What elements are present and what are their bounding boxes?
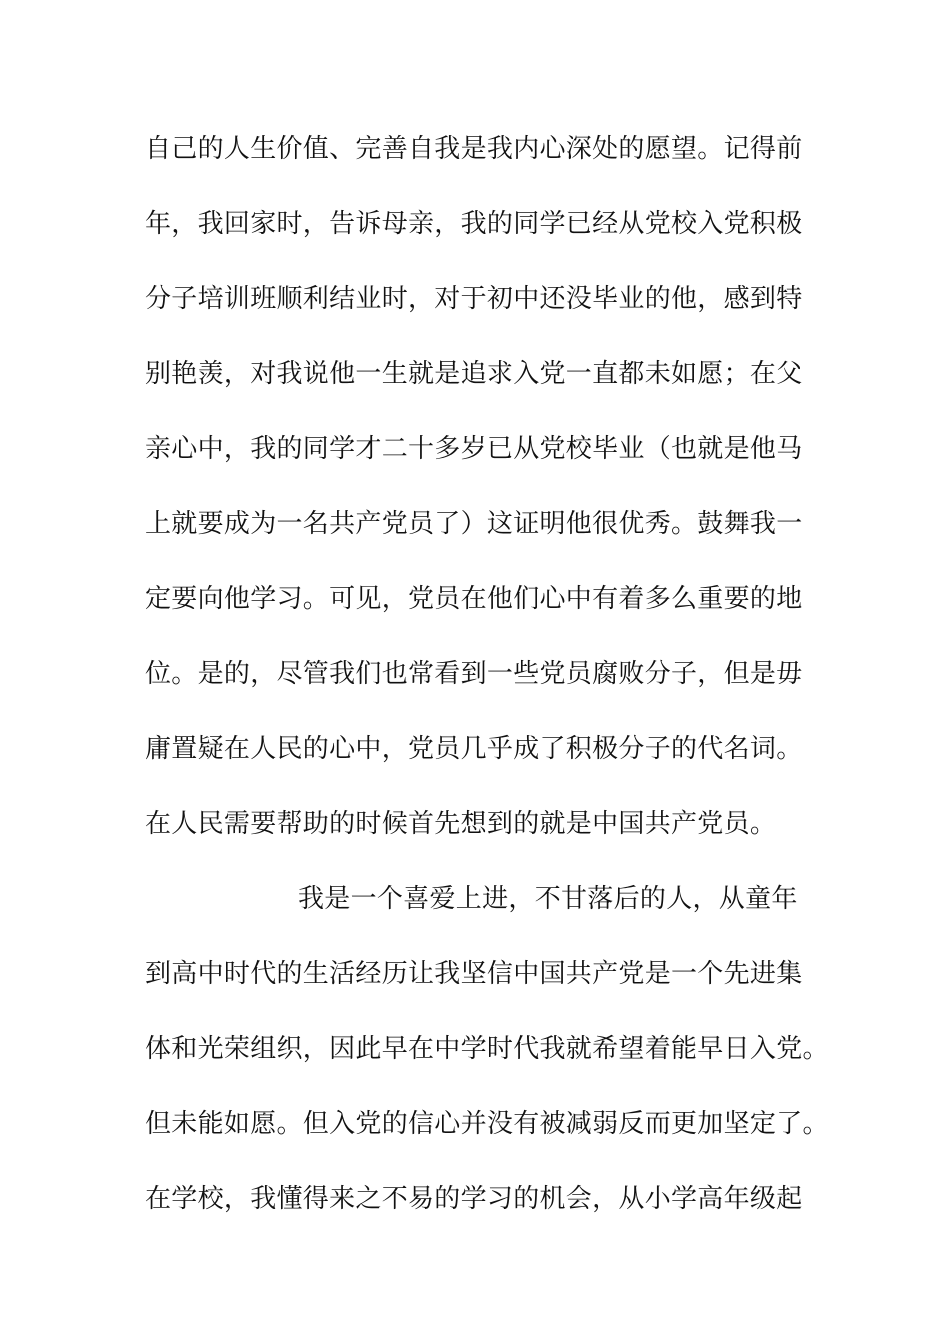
text-line: 体和光荣组织，因此早在中学时代我就希望着能早日入党。 <box>145 1034 829 1064</box>
text-line: 分子培训班顺利结业时，对于初中还没毕业的他，感到特 <box>145 284 803 314</box>
body-text <box>145 127 829 1252</box>
text-line: 年，我回家时，告诉母亲，我的同学已经从党校入党积极 <box>145 209 803 239</box>
text-line: 但未能如愿。但入党的信心并没有被减弱反而更加坚定了。 <box>145 1109 829 1139</box>
text-line: 庸置疑在人民的心中，党员几乎成了积极分子的代名词。 <box>145 734 803 764</box>
text-line: 自己的人生价值、完善自我是我内心深处的愿望。记得前 <box>145 134 803 164</box>
text-line: 亲心中，我的同学才二十多岁已从党校毕业（也就是他马 <box>145 434 803 464</box>
text-line: 上就要成为一名共产党员了）这证明他很优秀。鼓舞我一 <box>145 509 803 539</box>
text-line: 定要向他学习。可见，党员在他们心中有着多么重要的地 <box>145 584 803 614</box>
text-line: 位。是的，尽管我们也常看到一些党员腐败分子，但是毋 <box>145 659 803 689</box>
text-line: 在学校，我懂得来之不易的学习的机会，从小学高年级起 <box>145 1184 803 1214</box>
text-line: 到高中时代的生活经历让我坚信中国共产党是一个先进集 <box>145 959 803 989</box>
text-line: 在人民需要帮助的时候首先想到的就是中国共产党员。 <box>145 809 777 839</box>
paragraph-start-line: 我是一个喜爱上进，不甘落后的人，从童年 <box>298 884 798 914</box>
text-line: 别艳羡，对我说他一生就是追求入党一直都未如愿；在父 <box>145 359 803 389</box>
